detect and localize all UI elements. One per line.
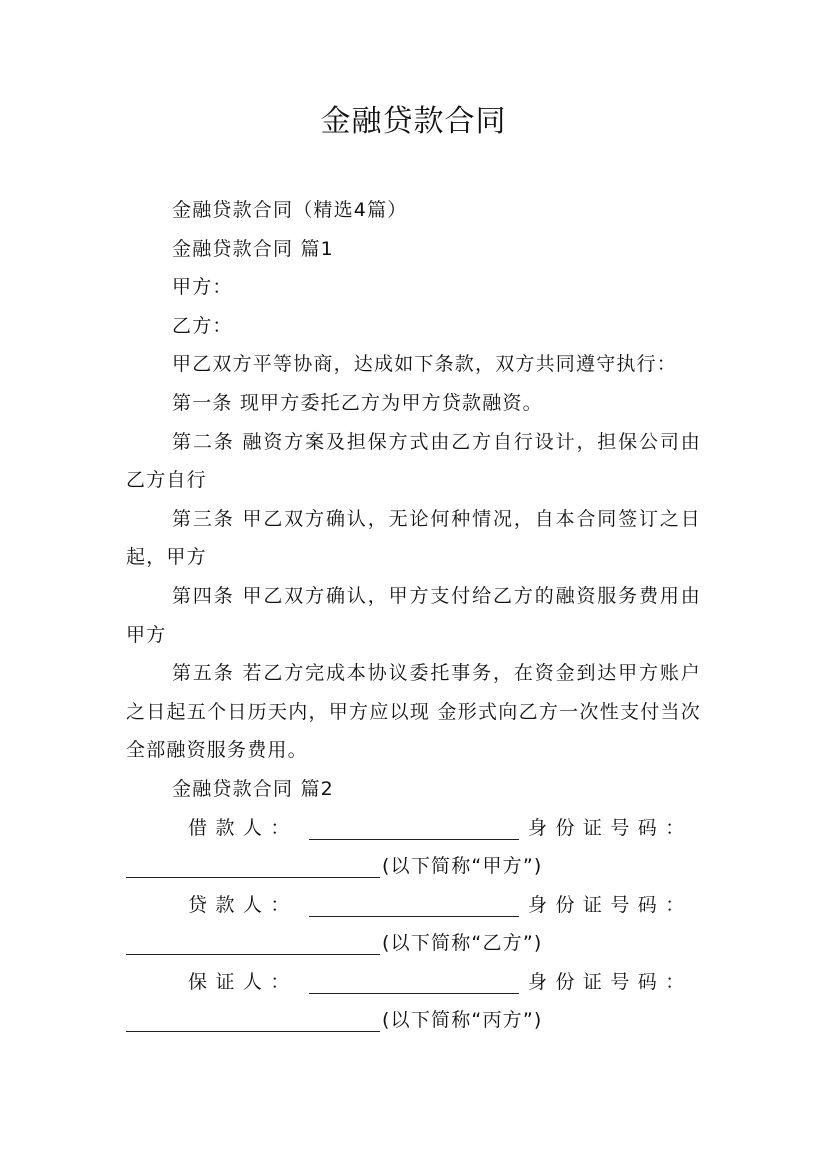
paragraph-article-3: 第三条 甲乙双方确认，无论何种情况，自本合同签订之日起，甲方 <box>126 507 701 569</box>
paragraph-article-2: 第二条 融资方案及担保方式由乙方自行设计，担保公司由乙方自行 <box>126 430 701 492</box>
paragraph-party-a: 甲方： <box>172 276 233 299</box>
borrower-alias: (以下简称“甲方”) <box>382 855 543 878</box>
document-body <box>126 191 701 1040</box>
document-title: 金融贷款合同 <box>320 104 507 139</box>
paragraph-article-4: 第四条 甲乙双方确认，甲方支付给乙方的融资服务费用由甲方 <box>126 584 701 646</box>
paragraph-article-5: 第五条 若乙方完成本协议委托事务，在资金到达甲方账户之日起五个日历天内，甲方应以现 金形式向乙方一次性支付当次全部融资服务费用。 <box>126 662 701 762</box>
borrower-id-line <box>126 847 701 886</box>
borrower-id-blank <box>126 877 380 878</box>
paragraph-party-b: 乙方： <box>172 314 233 337</box>
borrower-id-label: 身 份 证 号 码 ： <box>528 816 686 839</box>
paragraph-agreement-intro: 甲乙双方平等协商，达成如下条款，双方共同遵守执行： <box>172 353 678 376</box>
lender-id-line <box>126 924 701 963</box>
guarantor-alias: (以下简称“丙方”) <box>382 1009 543 1032</box>
borrower-label: 借 款 人 ： <box>188 816 291 839</box>
guarantor-id-blank <box>126 1031 380 1032</box>
paragraph-subtitle: 金融贷款合同（精选4篇） <box>172 199 408 221</box>
lender-label: 贷 款 人 ： <box>188 893 291 916</box>
paragraph-section-1-heading: 金融贷款合同 篇1 <box>172 237 334 260</box>
paragraph-article-1: 第一条 现甲方委托乙方为甲方贷款融资。 <box>172 391 543 414</box>
lender-name-blank <box>309 916 519 917</box>
borrower-line <box>126 809 701 848</box>
paragraph-section-2-heading: 金融贷款合同 篇2 <box>172 777 334 800</box>
borrower-name-blank <box>309 839 519 840</box>
lender-id-label: 身 份 证 号 码 ： <box>528 893 686 916</box>
lender-alias: (以下简称“乙方”) <box>382 932 543 955</box>
guarantor-label: 保 证 人 ： <box>188 970 291 993</box>
guarantor-id-label: 身 份 证 号 码 ： <box>528 970 686 993</box>
lender-id-blank <box>126 954 380 955</box>
guarantor-line <box>126 963 701 1002</box>
lender-line <box>126 886 701 925</box>
guarantor-name-blank <box>309 993 519 994</box>
guarantor-id-line <box>126 1001 701 1040</box>
